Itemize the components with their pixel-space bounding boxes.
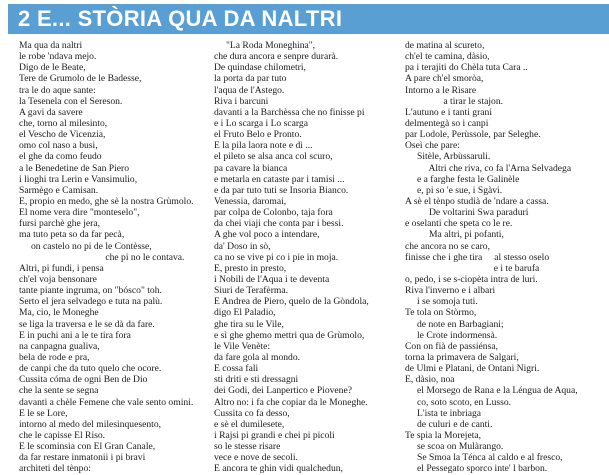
poem-line: E Andrea de Piero, quelo de la Gòndola, [214, 296, 369, 308]
poem-line: e sè el dumilesete, [214, 418, 285, 430]
poem-line: Digo de le Beate, [19, 62, 86, 74]
page-title: 2 E... STÒRIA QUA DA NALTRI [18, 6, 343, 31]
poem-line: e sì ghe ghemo mettri qua de Grùmolo, [214, 329, 365, 341]
poem-line: on castelo no pi de le Contèsse, [19, 240, 152, 252]
poem-line: par colpa de Colonbo, taja fora [214, 207, 333, 219]
poem-line: che le capisse El Riso. [19, 429, 106, 441]
poem-line: Con on fià de passiénsa, [405, 340, 498, 352]
poem-line: el pileto se alsa anca col scuro, [214, 151, 333, 163]
poem-line: Te tola on Stòrmo, [405, 307, 477, 319]
poem-line: L'ista te inbriaga [405, 407, 482, 419]
poem-line: digo El Paladio, [214, 307, 276, 319]
poem-line: le Crote indormensà. [405, 329, 498, 341]
poem-line: Ma qua da naltri [19, 40, 83, 51]
poem-line: Venessia, daromai, [214, 195, 287, 207]
poem-line: tra le do aque sante: [19, 84, 96, 96]
poem-line: sti driti e sti dressagni [214, 374, 299, 386]
poem-line: Riva l'inverno e i albari [405, 285, 496, 297]
poem-line: E, propio en medo, ghe sè la nostra Grùmolo. [19, 195, 194, 207]
poem-line: finisse che i ghe tira al stesso oselo [405, 251, 550, 263]
poem-line: fursi parchè ghe jera, [19, 218, 100, 230]
poem-line: A gavi da savere [19, 106, 83, 118]
poem-line: "La Roda Moneghina", [214, 40, 316, 51]
poem-line: ch'el voja bensonare [19, 273, 97, 285]
poem-line: E cossa fali [214, 363, 259, 375]
poem-line: e i Lo scarga i Lo scarga [214, 117, 308, 129]
poem-line: par Lodole, Perùssole, par Seleghe. [405, 129, 541, 141]
poem-line: torna la primavera de Salgari, [405, 351, 519, 363]
poem-line: ch'el te camina, dàsio, [405, 51, 490, 63]
poem-line: da' Doso in sò, [214, 240, 271, 252]
poem-line: e a farghe festa le Galinèle [405, 173, 520, 185]
poem-line: de matina al scureto, [405, 40, 485, 51]
poem-line: Se Smoa la Ténca al caldo e al fresco, [405, 452, 563, 464]
poem-line: che ancora no se caro, [405, 240, 490, 252]
poem-line: E ancora te ghin vidi qualchedun, [214, 463, 343, 475]
poem-line: che, torno al milesinto, [19, 117, 108, 129]
poem-line: le robe 'ndava mejo. [19, 51, 97, 63]
poem-line: el Fruto Belo e Pronto. [214, 129, 302, 141]
poem-line: El nome vera dire "monteselo", [19, 207, 140, 219]
poem-line: Ma, cio, le Moneghe [19, 307, 99, 319]
poem-line: dei Godi, dei Lanpertico e Piovene? [214, 385, 352, 397]
poem-line: L'autuno e i tanti grani [405, 106, 492, 118]
poem-line: e oselanti che speta co le re. [405, 218, 513, 230]
poem-line: e, pi so 'e sue, i Sgàvi. [405, 184, 503, 196]
poem-line: el Pessegato sporco inte' l barbon. [405, 463, 548, 475]
poem-line: Tere de Grumolo de le Badesse, [19, 73, 142, 85]
poem-line: davanti a la Barchèssa che no finisse pi [214, 106, 365, 118]
poem-line: E in puchi ani a le te tira fora [19, 329, 131, 341]
poem-line: el Vescho de Vicenzia, [19, 129, 106, 141]
poem-line: Cussita cóma de ogni Ben de Dio [19, 374, 148, 386]
poem-line: a le Benedetine de San Piero [19, 162, 130, 174]
poem-line: che dura ancora e senpre durarà. [214, 51, 339, 63]
poem-line: intorno al medo del milesinquesento, [19, 418, 162, 430]
poem-line: de Ulmi e Platani, de Ontani Nigri. [405, 363, 540, 375]
poem-line: vece e nove de secoli. [214, 452, 298, 464]
poem-column-1 [19, 40, 209, 474]
poem-line: E, presto in presto, [214, 262, 287, 274]
poem-line: Serto el jera selvadego e tuta na palù. [19, 296, 163, 308]
poem-line: Siuri de Terafèrma. [214, 285, 289, 297]
poem-line: de culuri e de canti. [405, 418, 493, 430]
poem-line: a tirar le stajon. [405, 95, 504, 107]
poem-line: Sitèle, Arbùssaruli. [405, 151, 491, 163]
poem-line: e da par tuto tuti se Insoria Bianco. [214, 184, 349, 196]
poem-line: i se somoja tuti. [405, 296, 478, 308]
poem-line: E la pila laora note e dì ... [214, 140, 313, 152]
poem-line: Altro no: i fa che copiar da le Moneghe. [214, 396, 368, 408]
poem-line: omo col naso a busi, [19, 140, 98, 152]
poem-line: el Morsego de Rana e la Léngua de Aqua, [405, 385, 578, 397]
poem-line: o, pedo, i se s-ciopèta intra de luri. [405, 273, 538, 285]
poem-line: Altri, pi fundi, i pensa [19, 262, 104, 274]
poem-line: na canpagna gualiva, [19, 340, 100, 352]
poem-line: da fare gola al mondo. [214, 351, 301, 363]
poem-column-2 [214, 40, 406, 474]
poem-line: De quindase chilometri, [214, 62, 306, 74]
poem-line: se scoa on Mulàrango. [405, 441, 504, 453]
poem-line: l'aqua de l'Astego. [214, 84, 285, 96]
poem-line: Riva i barcuni [214, 95, 269, 107]
poem-line: i Rajsi pi grandi e chei pi picoli [214, 429, 335, 441]
poem-line: le Vile Venète: [214, 340, 271, 352]
poem-line: davanti a chèle Femene che vale sento omini. [19, 396, 194, 408]
poem-line: ca no se vive pi co i pie in moja. [214, 251, 339, 263]
poem-line: pa i terajiti do Chèla tuta Cara .. [405, 62, 528, 74]
poem-line: da chei viaji che conta par i bessi. [214, 218, 344, 230]
poem-line: Intorno a le Rìsare [405, 84, 477, 96]
poem-line: ghe tira su le Vile, [214, 318, 284, 330]
poem-line: da far restare inmatonii i pi bravi [19, 452, 146, 464]
poem-column-3 [405, 40, 605, 474]
poem-line: co, soto scoto, en Lusso. [405, 396, 512, 408]
poem-line: e i te barufa [405, 262, 540, 274]
poem-line: A ghe vol poco a intendare, [214, 229, 320, 241]
poem-line: i lioghi tra Lerin e Vansimulio, [19, 173, 138, 185]
poem-line: delmentegà so i canpi [405, 117, 489, 129]
poem-line: e metarla en cataste par i tamisi ... [214, 173, 345, 185]
poem-line: A pare ch'el smoròa, [405, 73, 484, 85]
poem-line: el ghe da como feudo [19, 151, 102, 163]
poem-line: Te spia la Morejeta, [405, 429, 482, 441]
poem-line: pa cavare la bianca [214, 162, 288, 174]
poem-line: E, dàsio, noa [405, 374, 455, 386]
poem-line: de note en Barbagiani; [405, 318, 504, 330]
poem-line: la porta da par tuto [214, 73, 287, 85]
poem-line: E le scominsia con El Gran Canale, [19, 441, 156, 453]
title-banner [8, 4, 609, 34]
poem-line: i Nobili de l'Aqua i te deventa [214, 273, 330, 285]
poem-line: Altri che riva, co fa l'Arna Selvadega [405, 162, 572, 174]
poem-line: Sarmègo e Camisan. [19, 184, 99, 196]
poem-line: se liga la traversa e le se dà da fare. [19, 318, 155, 330]
poem-line: che pi no le contava. [19, 251, 185, 263]
poem-line: E le se Lore, [19, 407, 68, 419]
poem-line: De voltarini Swa paraduri [405, 207, 529, 219]
poem-line: che la sente se segna [19, 385, 99, 397]
poem-line: ma tuto peta so da far pecà, [19, 229, 125, 241]
poem-line: A sè el tènpo studià de 'ndare a cassa. [405, 195, 549, 207]
poem-line: architeti del tènpo: [19, 463, 91, 475]
poem-line: la Tesenela con el Sereson. [19, 95, 123, 107]
poem-line: bela de rode e pra, [19, 351, 90, 363]
poem-line: Cussita co fa desso, [214, 407, 290, 419]
poem-line: Oseì che pare: [405, 140, 460, 152]
poem-line: tante piante ingruma, on "bósco" toh. [19, 285, 162, 297]
poem-line: Ma altri, pi pofanti, [405, 229, 504, 241]
poem-line: de canpi che da tuto quelo che ocore. [19, 363, 162, 375]
poem-line: so le stesse risare [214, 441, 281, 453]
